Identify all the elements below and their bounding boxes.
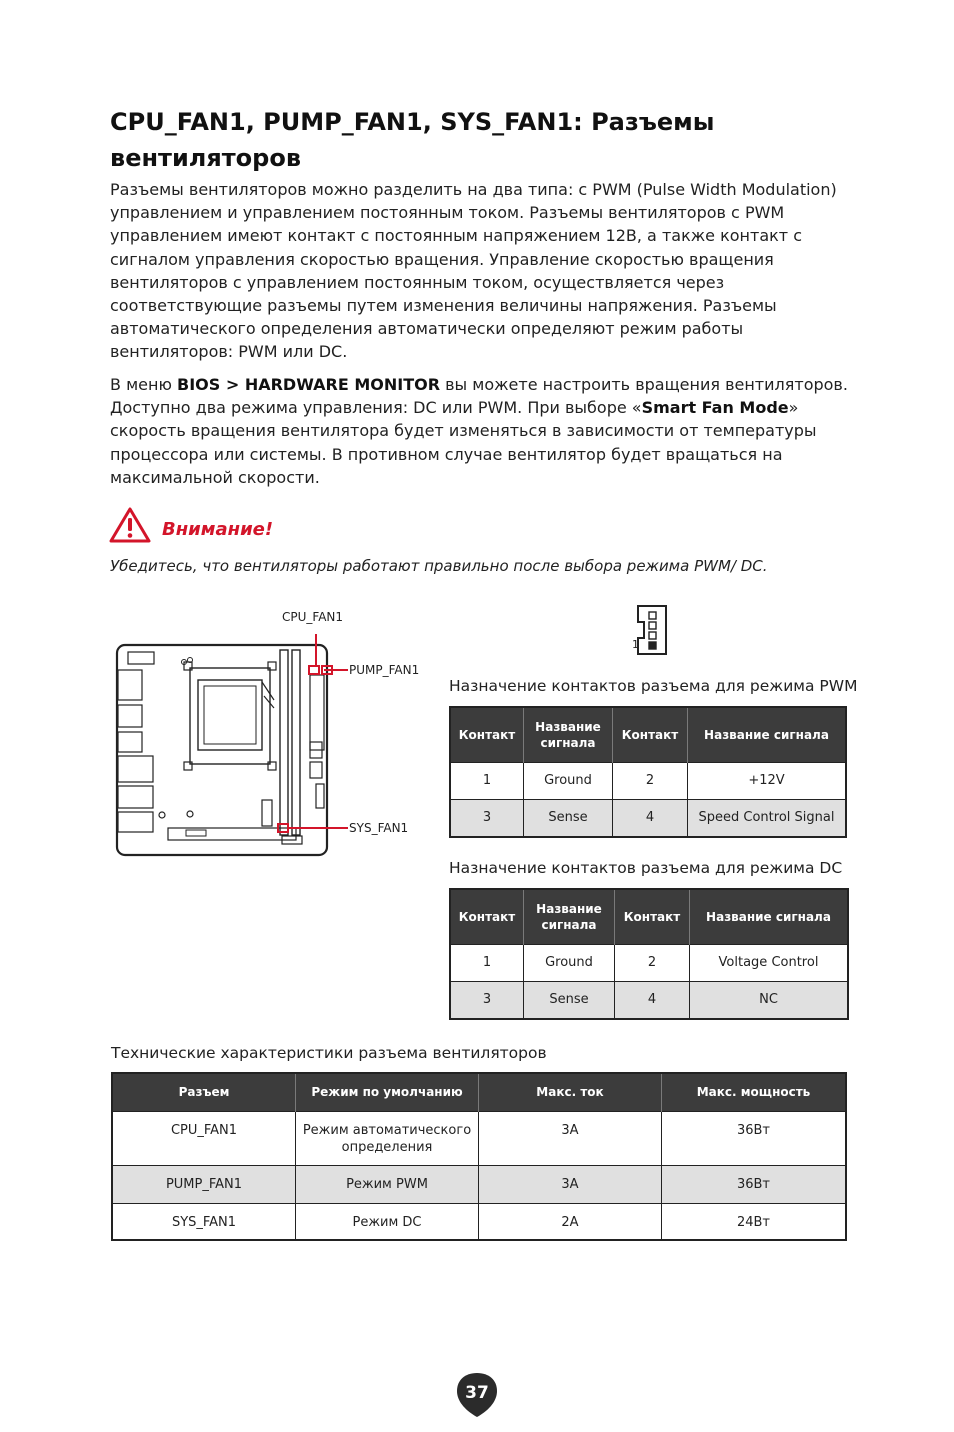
- pin-one-label: 1: [632, 638, 639, 651]
- table-row: [450, 762, 846, 799]
- table-row: [112, 1111, 846, 1165]
- table-cell: 1: [450, 944, 524, 981]
- column-header: Название сигнала: [690, 889, 849, 944]
- column-header: Разъем: [112, 1073, 296, 1111]
- column-header: Название сигнала: [524, 707, 613, 762]
- cpu-fan-label: CPU_FAN1: [282, 610, 344, 624]
- table-row: [112, 1203, 846, 1240]
- dc-pin-table: [449, 888, 849, 1020]
- column-header: Контакт: [450, 889, 524, 944]
- table-cell: 3: [450, 799, 524, 837]
- table-cell: Voltage Control: [690, 944, 849, 981]
- page-title-line2: вентиляторов: [110, 144, 302, 172]
- bios-menu-path: BIOS > HARDWARE MONITOR: [177, 375, 441, 394]
- spec-table-caption: Технические характеристики разъема вентиляторов: [111, 1044, 547, 1062]
- table-cell: Режим PWM: [296, 1165, 479, 1203]
- fan-spec-table: [111, 1072, 847, 1241]
- table-cell: 2: [615, 944, 690, 981]
- table-cell: 3A: [479, 1111, 662, 1165]
- intro-paragraph-2: [110, 373, 858, 489]
- table-cell: +12V: [688, 762, 847, 799]
- pwm-pin-table: [449, 706, 847, 838]
- page-title-line1: CPU_FAN1, PUMP_FAN1, SYS_FAN1: Разъемы: [110, 108, 715, 136]
- table-cell: 3: [450, 981, 524, 1019]
- table-header-row: [112, 1073, 846, 1111]
- table-cell: Режим DC: [296, 1203, 479, 1240]
- table-cell: Ground: [524, 944, 615, 981]
- table-cell: 2A: [479, 1203, 662, 1240]
- p2-text-2: вы можете настроить вращения вентиляторов. Доступно два режима управления: DC или PWM. При выборе «: [110, 375, 848, 418]
- table-row: [450, 981, 848, 1019]
- table-header-row: [450, 707, 846, 762]
- table-cell: 3A: [479, 1165, 662, 1203]
- column-header: Контакт: [613, 707, 688, 762]
- table-cell: Sense: [524, 981, 615, 1019]
- pump-fan-label: PUMP_FAN1: [349, 663, 420, 677]
- dc-table-caption: Назначение контактов разъема для режима DC: [449, 859, 843, 877]
- table-cell: 36Вт: [662, 1165, 847, 1203]
- pwm-table-caption: Назначение контактов разъема для режима PWM: [449, 677, 858, 695]
- table-cell: Ground: [524, 762, 613, 799]
- table-cell: Режим автоматического определения: [296, 1111, 479, 1165]
- table-cell: Sense: [524, 799, 613, 837]
- table-cell: CPU_FAN1: [112, 1111, 296, 1165]
- table-cell: NC: [690, 981, 849, 1019]
- intro-paragraph-1: Разъемы вентиляторов можно разделить на два типа: с PWM (Pulse Width Modulation) управлением и управлением постоянным током. Разъемы вентиляторов с PWM управлением имеют контакт с постоянным напряжением 12В, а также контакт с сигналом управления скоростью вращения. Управление скоростью вращения вентиляторов с управлением постоянным током, осуществляется через соответствующие разъемы путем изменения величины напряжения. Разъемы автоматического определения автоматически определяют режим работы вентиляторов: PWM или DC.: [110, 180, 837, 362]
- column-header: Название сигнала: [524, 889, 615, 944]
- page-number: 37: [465, 1383, 489, 1403]
- column-header: Название сигнала: [688, 707, 847, 762]
- table-cell: 2: [613, 762, 688, 799]
- table-cell: 36Вт: [662, 1111, 847, 1165]
- p2-text-1: В меню: [110, 375, 177, 394]
- column-header: Режим по умолчанию: [296, 1073, 479, 1111]
- column-header: Макс. мощность: [662, 1073, 847, 1111]
- table-cell: 4: [615, 981, 690, 1019]
- table-cell: 24Вт: [662, 1203, 847, 1240]
- table-row: [450, 799, 846, 837]
- sys-fan-label: SYS_FAN1: [349, 821, 409, 835]
- warning-title: Внимание!: [162, 519, 274, 540]
- warning-triangle-icon: [108, 506, 152, 544]
- p2-text-3: » скорость вращения вентилятора будет изменяться в зависимости от температуры процессора или системы. В противном случае вентилятор будет вращаться на максимальной скорости.: [110, 398, 817, 487]
- table-cell: PUMP_FAN1: [112, 1165, 296, 1203]
- column-header: Контакт: [450, 707, 524, 762]
- table-cell: Speed Control Signal: [688, 799, 847, 837]
- table-cell: 1: [450, 762, 524, 799]
- table-cell: 4: [613, 799, 688, 837]
- table-cell: SYS_FAN1: [112, 1203, 296, 1240]
- table-row: [450, 944, 848, 981]
- table-header-row: [450, 889, 848, 944]
- column-header: Макс. ток: [479, 1073, 662, 1111]
- warning-text: Убедитесь, что вентиляторы работают правильно после выбора режима PWM/ DC.: [110, 557, 768, 575]
- column-header: Контакт: [615, 889, 690, 944]
- table-row: [112, 1165, 846, 1203]
- smart-fan-mode-label: Smart Fan Mode: [641, 398, 789, 418]
- page-title: [110, 104, 870, 176]
